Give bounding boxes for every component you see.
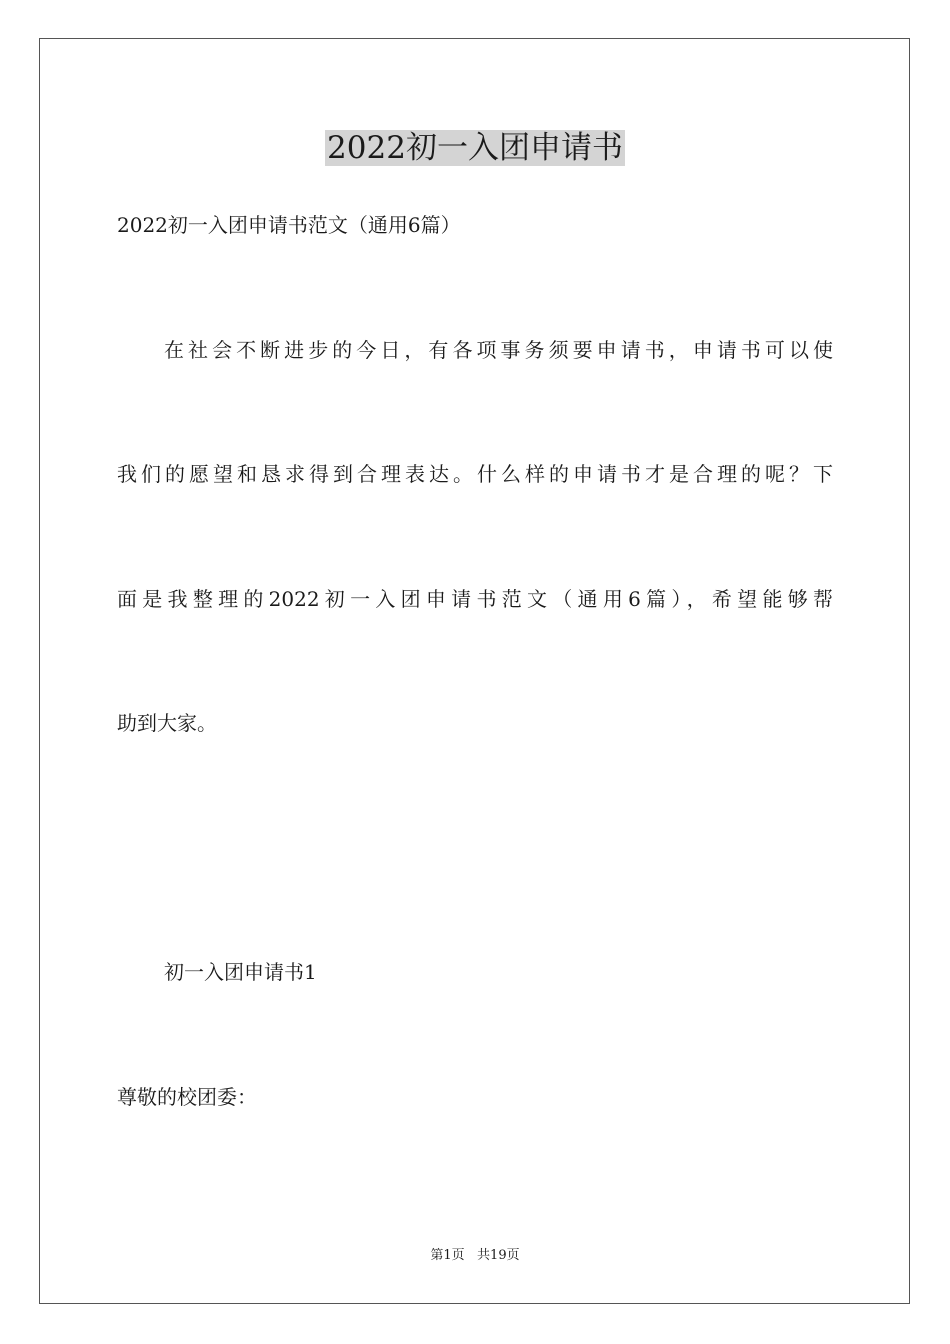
intro-line-1: 在社会不断进步的今日，有各项事务须要申请书，申请书可以使	[164, 338, 833, 362]
intro-line-2: 我们的愿望和恳求得到合理表达。什么样的申请书才是合理的呢？下	[117, 462, 833, 486]
intro-line-4: 助到大家。	[117, 711, 217, 735]
salutation: 尊敬的校团委：	[117, 1085, 257, 1109]
document-title	[0, 128, 950, 168]
section-heading: 初一入团申请书1	[164, 960, 317, 984]
intro-line-3: 面是我整理的2022初一入团申请书范文（通用6篇），希望能够帮	[117, 587, 833, 611]
document-title-text: 2022初一入团申请书	[327, 130, 623, 166]
page-number-footer: 第1页 共19页	[430, 1248, 520, 1263]
document-subtitle: 2022初一入团申请书范文（通用6篇）	[117, 213, 461, 237]
